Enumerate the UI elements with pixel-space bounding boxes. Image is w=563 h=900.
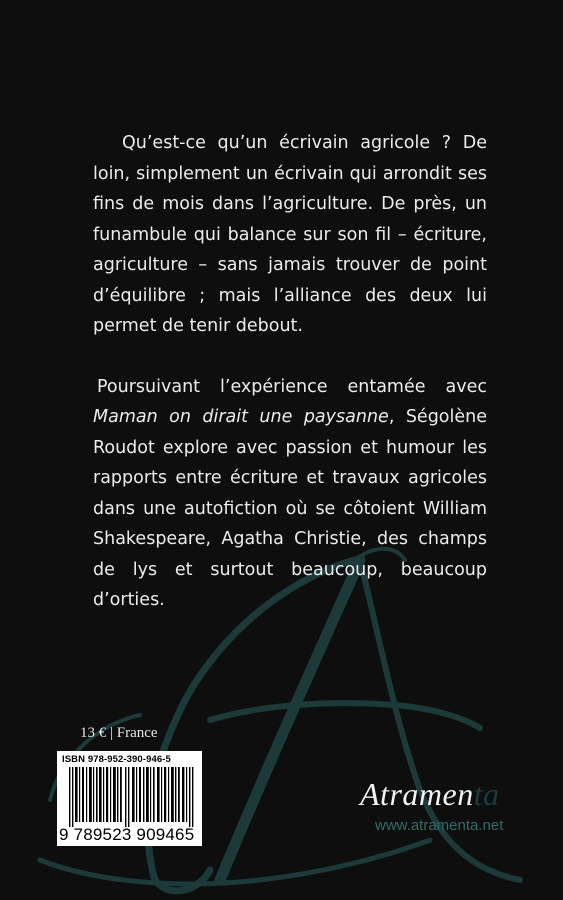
isbn-barcode — [57, 751, 202, 846]
blurb-p2-after: , Ségolène Roudot explore avec passion et humour les rapports entre écriture et travaux agricoles dans une autofiction où se côtoient William Shakespeare, Agatha Christie, des champs de lys et surtout beaucoup, beaucoup d’orties. — [93, 407, 487, 610]
blurb-paragraph-1: Qu’est-ce qu’un écrivain agricole ? De loin, simplement un écrivain qui arrondit ses fins de mois dans l’agriculture. De près, un funambule qui balance sur son fil – écriture, agriculture – sans jamais trouver de point d’équilibre ; mais l’alliance des deux lui permet de tenir debout. — [93, 133, 487, 336]
publisher-logo-tail: ta — [473, 776, 500, 812]
barcode-bars — [61, 767, 197, 827]
price-label: 13 € | France — [80, 725, 158, 741]
publisher-logo — [360, 776, 500, 813]
publisher-logo-main: Atramen — [360, 776, 474, 812]
blurb-paragraph-2 — [93, 372, 487, 616]
back-cover-blurb — [93, 128, 487, 616]
blurb-p2-before: Poursuivant l’expérience entamée avec — [97, 376, 487, 397]
book-title-reference: Maman on dirait une paysanne — [93, 407, 389, 427]
isbn-label: ISBN 978-952-390-946-5 — [62, 754, 171, 765]
barcode-digits: 9 789523 909465 — [59, 825, 195, 844]
publisher-website: www.atramenta.net — [375, 817, 504, 834]
